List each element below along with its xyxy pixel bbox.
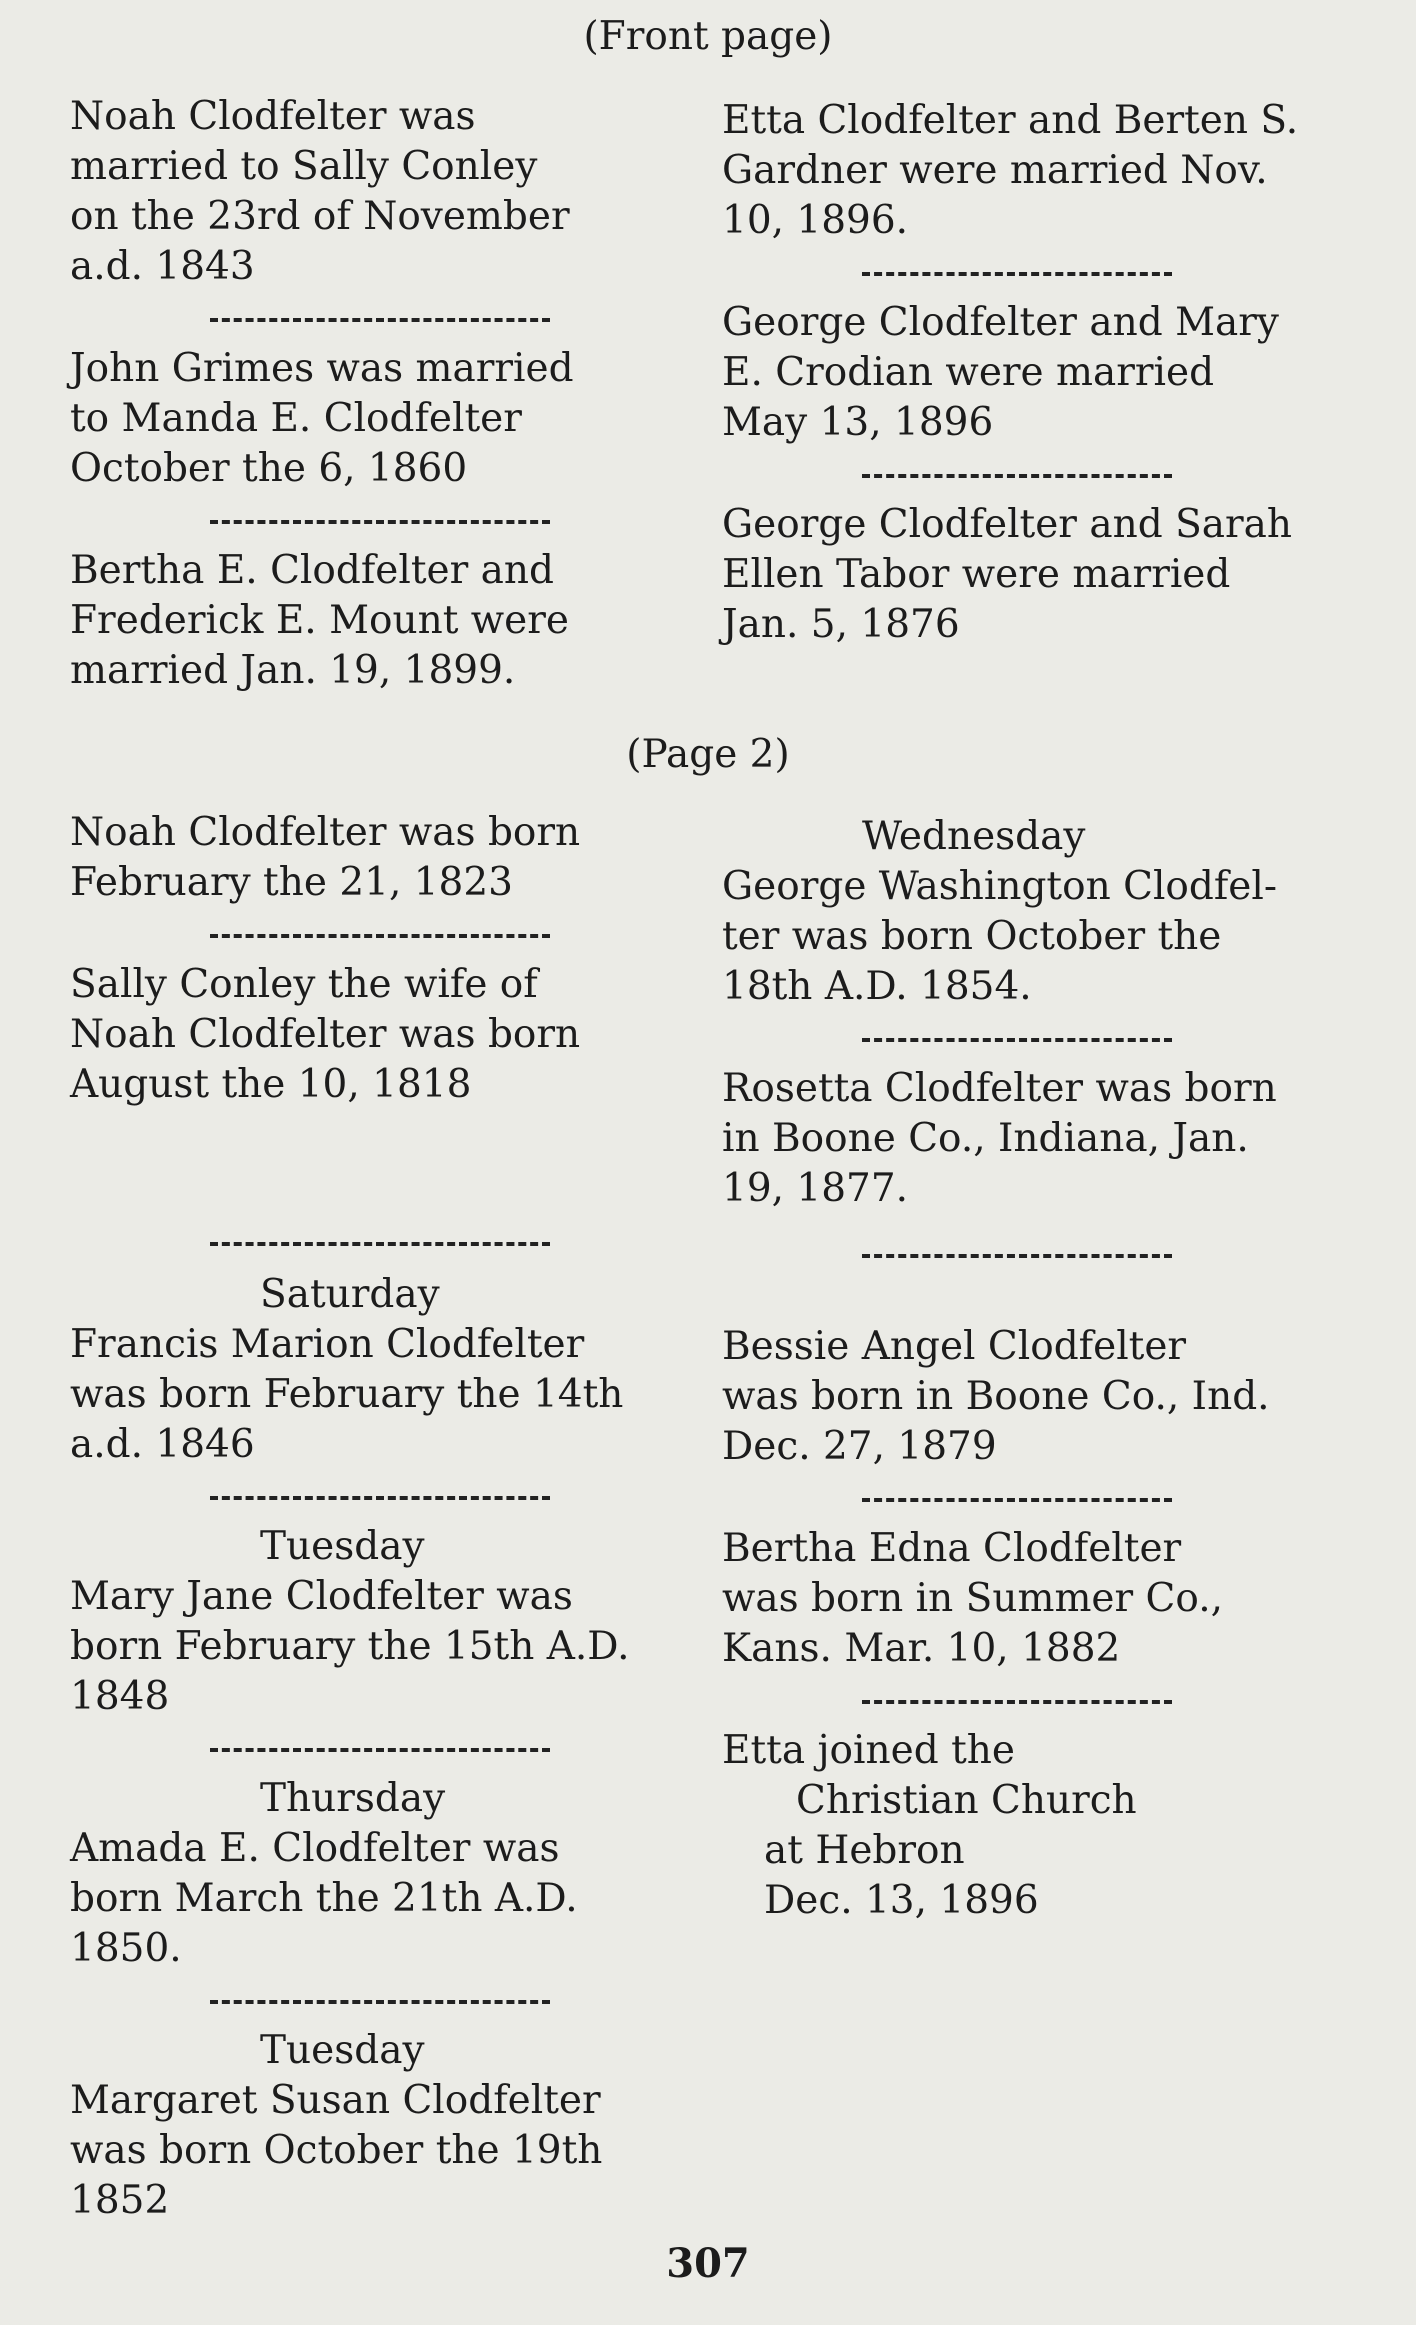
entry-line: George Clodfelter and Mary	[722, 300, 1279, 345]
separator	[70, 292, 690, 344]
entry-line: Francis Marion Clodfelter	[70, 1322, 585, 1367]
marriage-entry	[722, 96, 1362, 246]
marriage-entry	[70, 92, 690, 292]
entry-line: to Manda E. Clodfelter	[70, 396, 522, 441]
entry-line: born February the 15th A.D.	[70, 1624, 630, 1669]
separator	[722, 1472, 1362, 1524]
separator	[70, 1470, 690, 1522]
entry-line: Christian Church	[796, 1778, 1137, 1823]
entry-line: George Washington Clodfel-	[722, 864, 1278, 909]
entry-line: was born in Summer Co.,	[722, 1576, 1223, 1621]
page2-right-column	[722, 812, 1362, 1926]
separator	[722, 1012, 1362, 1064]
page-number: 307	[666, 2240, 750, 2287]
entry-line: October the 6, 1860	[70, 446, 468, 491]
entry-line: George Clodfelter and Sarah	[722, 502, 1293, 547]
entry-line: born March the 21th A.D.	[70, 1876, 578, 1921]
page2-left-column	[70, 808, 690, 2226]
entry-line: married to Sally Conley	[70, 144, 538, 189]
separator	[70, 908, 690, 960]
entry-line: 19, 1877.	[722, 1166, 909, 1211]
entry-line: 1850.	[70, 1926, 182, 1971]
birth-entry	[70, 1774, 690, 1974]
birth-entry	[722, 1064, 1362, 1214]
marriage-entry	[722, 500, 1362, 650]
entry-line: Mary Jane Clodfelter was	[70, 1574, 573, 1619]
weekday-label: Tuesday	[260, 2028, 425, 2073]
entry-line: Noah Clodfelter was born	[70, 810, 581, 855]
weekday-label: Thursday	[260, 1776, 446, 1821]
entry-line: Jan. 5, 1876	[722, 602, 960, 647]
birth-entry	[70, 808, 690, 908]
separator	[722, 1674, 1362, 1726]
entry-line: Frederick E. Mount were	[70, 598, 569, 643]
entry-line: Bertha E. Clodfelter and	[70, 548, 554, 593]
entry-line: married Jan. 19, 1899.	[70, 648, 516, 693]
marriage-entry	[722, 298, 1362, 448]
separator	[722, 246, 1362, 298]
birth-entry	[70, 2026, 690, 2226]
entry-line: Rosetta Clodfelter was born	[722, 1066, 1277, 1111]
birth-entry	[722, 812, 1362, 1012]
church-entry	[722, 1726, 1362, 1926]
entry-line: Etta joined the	[722, 1728, 1015, 1773]
entry-line: 1848	[70, 1674, 170, 1719]
separator	[722, 448, 1362, 500]
weekday-label: Tuesday	[260, 1524, 425, 1569]
entry-line: February the 21, 1823	[70, 860, 513, 905]
birth-entry	[722, 1322, 1362, 1472]
separator	[70, 494, 690, 546]
entry-line: Kans. Mar. 10, 1882	[722, 1626, 1121, 1671]
entry-line: Bertha Edna Clodfelter	[722, 1526, 1182, 1571]
separator	[70, 1110, 690, 1270]
entry-line: John Grimes was married	[70, 346, 574, 391]
birth-entry	[70, 1270, 690, 1470]
entry-line: 1852	[70, 2178, 170, 2223]
front-page-heading: (Front page)	[583, 14, 833, 59]
entry-line: Etta Clodfelter and Berten S.	[722, 98, 1299, 143]
front-left-column	[70, 92, 690, 696]
entry-line: a.d. 1843	[70, 244, 255, 289]
birth-entry	[722, 1524, 1362, 1674]
birth-entry	[70, 1522, 690, 1722]
birth-entry	[70, 960, 690, 1110]
entry-line: in Boone Co., Indiana, Jan.	[722, 1116, 1249, 1161]
marriage-entry	[70, 344, 690, 494]
entry-line: was born October the 19th	[70, 2128, 603, 2173]
entry-line: Noah Clodfelter was	[70, 94, 476, 139]
entry-line: at Hebron	[764, 1828, 965, 1873]
entry-line: Bessie Angel Clodfelter	[722, 1324, 1187, 1369]
entry-line: was born February the 14th	[70, 1372, 624, 1417]
page-2-heading: (Page 2)	[626, 732, 790, 777]
separator	[722, 1214, 1362, 1322]
entry-line: Dec. 27, 1879	[722, 1424, 997, 1469]
front-right-column	[722, 96, 1362, 650]
entry-line: Margaret Susan Clodfelter	[70, 2078, 601, 2123]
entry-line: Amada E. Clodfelter was	[70, 1826, 560, 1871]
entry-line: was born in Boone Co., Ind.	[722, 1374, 1270, 1419]
entry-line: ter was born October the	[722, 914, 1222, 959]
entry-line: May 13, 1896	[722, 400, 994, 445]
marriage-entry	[70, 546, 690, 696]
entry-line: E. Crodian were married	[722, 350, 1215, 395]
separator	[70, 1974, 690, 2026]
entry-line: Noah Clodfelter was born	[70, 1012, 581, 1057]
separator	[70, 1722, 690, 1774]
entry-line: Sally Conley the wife of	[70, 962, 538, 1007]
entry-line: Dec. 13, 1896	[764, 1878, 1039, 1923]
entry-line: Gardner were married Nov.	[722, 148, 1268, 193]
entry-line: Ellen Tabor were married	[722, 552, 1231, 597]
entry-line: 10, 1896.	[722, 198, 909, 243]
weekday-label: Saturday	[260, 1272, 440, 1317]
entry-line: August the 10, 1818	[70, 1062, 472, 1107]
entry-line: 18th A.D. 1854.	[722, 964, 1032, 1009]
weekday-label: Wednesday	[862, 814, 1086, 859]
entry-line: on the 23rd of November	[70, 194, 570, 239]
entry-line: a.d. 1846	[70, 1422, 255, 1467]
